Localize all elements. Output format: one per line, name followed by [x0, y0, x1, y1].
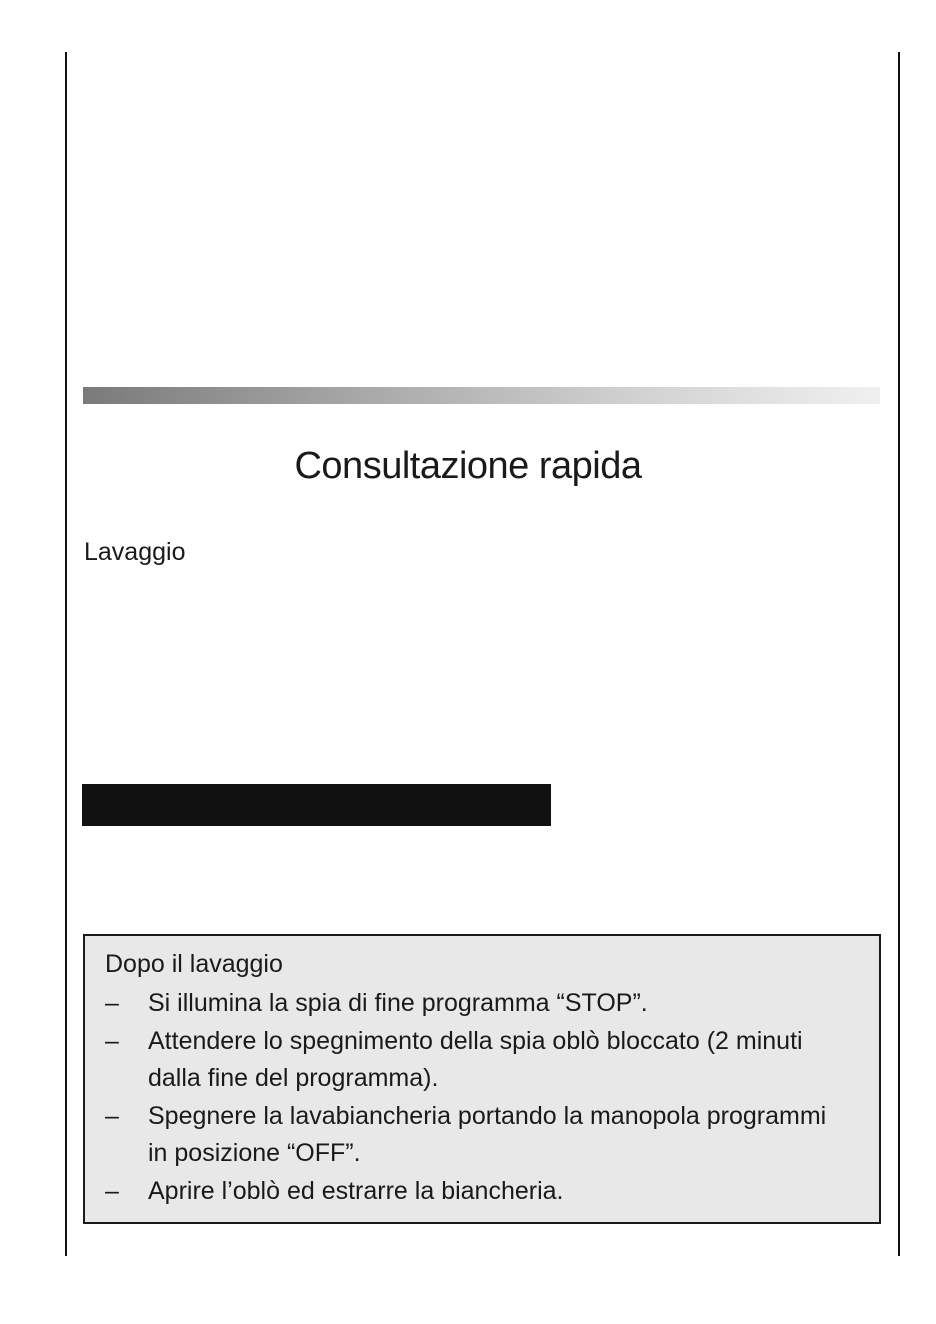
instruction-list [85, 985, 879, 1210]
list-item-text: Attendere lo spegnimento della spia oblò bloccato (2 minuti dalla fine del programma). [148, 1026, 803, 1092]
page-title: Consultazione rapida [294, 445, 642, 487]
list-dash: – [105, 989, 119, 1017]
section-label: Lavaggio [84, 538, 186, 566]
list-item [85, 1023, 879, 1098]
list-item [85, 1173, 879, 1211]
list-dash: – [105, 1176, 119, 1205]
list-dash: – [105, 1026, 119, 1055]
header-gradient-bar [83, 387, 880, 404]
list-item-text: Aprire l’oblò ed estrarre la biancheria. [148, 1176, 564, 1205]
black-section-bar [82, 784, 551, 826]
list-item-text: Si illumina la spia di fine programma “STOP”. [148, 989, 648, 1017]
info-box [83, 934, 881, 1224]
info-box-heading: Dopo il lavaggio [105, 950, 283, 978]
list-dash: – [105, 1101, 119, 1130]
right-margin-line [898, 52, 900, 1256]
list-item [85, 1098, 879, 1173]
list-item-text: Spegnere la lavabiancheria portando la manopola programmi in posizione “OFF”. [148, 1101, 827, 1167]
list-item [85, 985, 879, 1023]
left-margin-line [65, 52, 67, 1256]
